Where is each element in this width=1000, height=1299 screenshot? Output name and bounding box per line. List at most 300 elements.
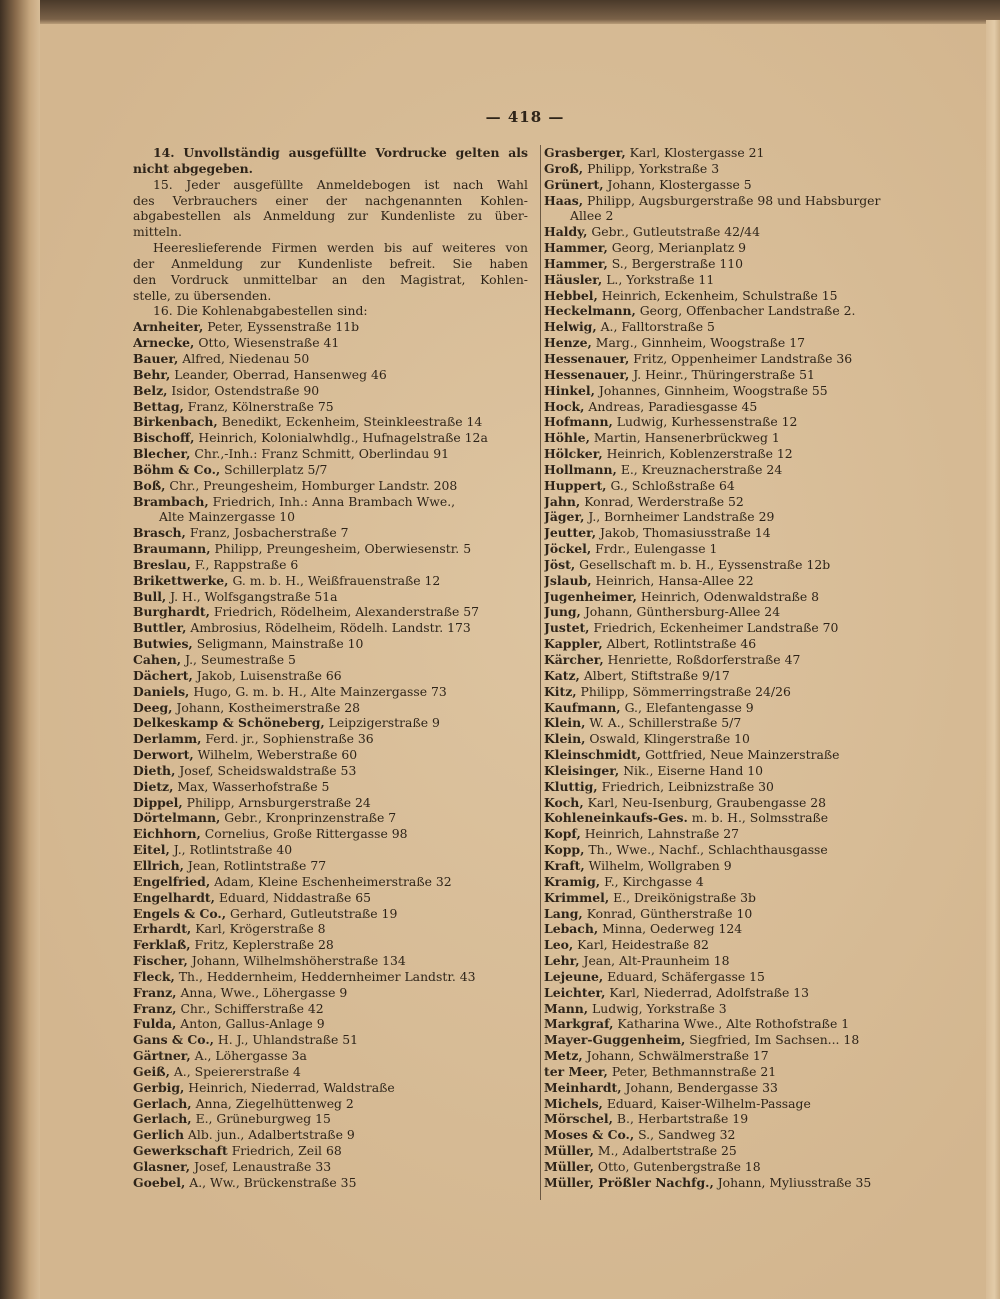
entry-address: Philipp, Augsburgerstraße 98 und Habsburger: [587, 192, 881, 208]
entry-name: Müller, Prößler Nachfg.,: [544, 1174, 714, 1190]
entry-address: Th., Wwe., Nachf., Schlachthausgasse: [588, 842, 828, 858]
list-item: [544, 1048, 949, 1064]
entry-name: Delkeskamp & Schöneberg,: [133, 715, 325, 731]
entry-address: F., Rappstraße 6: [194, 556, 299, 572]
entry-name: Hölcker,: [544, 446, 603, 462]
paragraph-line: stelle, zu übersenden.: [133, 287, 272, 303]
list-item: [133, 430, 528, 446]
paragraph-line: abgabestellen als Anmeldung zur Kundenliste zu über-: [133, 208, 528, 224]
entry-address: J. Heinr., Thüringerstraße 51: [633, 366, 815, 382]
list-item: [133, 573, 528, 589]
entry-address: Alb. jun., Adalbertstraße 9: [187, 1127, 355, 1143]
list-item: [133, 747, 528, 763]
entry-address: Heinrich, Lahnstraße 27: [584, 826, 740, 842]
list-item: [133, 335, 528, 351]
entry-name: Höhle,: [544, 430, 590, 446]
entry-name: Jöst,: [544, 556, 576, 572]
entry-name: Bull,: [133, 588, 167, 604]
entry-name: Hollmann,: [544, 461, 617, 477]
entry-address: B., Herbartstraße 19: [616, 1111, 749, 1127]
entry-name: Hock,: [544, 398, 585, 414]
entry-address: Fritz, Keplerstraße 28: [194, 937, 334, 953]
entry-address: Ferd. jr., Sophienstraße 36: [205, 731, 374, 747]
list-item: [133, 858, 528, 874]
entry-address: Karl, Neu-Isenburg, Graubengasse 28: [587, 794, 827, 810]
list-item: [544, 890, 949, 906]
entry-address: Jakob, Luisenstraße 66: [196, 667, 342, 683]
entry-name: Moses & Co.,: [544, 1127, 635, 1143]
entry-address: G., Schloßstraße 64: [610, 477, 735, 493]
list-item: [544, 525, 949, 541]
list-item: [544, 1096, 949, 1112]
entry-name: Kaufmann,: [544, 699, 621, 715]
list-item: [544, 921, 949, 937]
scan-top-edge: [0, 0, 1000, 24]
entry-address: Franz, Kölnerstraße 75: [187, 398, 334, 414]
entry-name: Jugenheimer,: [544, 588, 637, 604]
entry-address: Karl, Niederrad, Adolfstraße 13: [609, 984, 810, 1000]
entry-name: Meinhardt,: [544, 1079, 622, 1095]
list-item: [133, 620, 528, 636]
entry-address: Johann, Klostergasse 5: [607, 176, 752, 192]
list-item: [544, 636, 949, 652]
left-column: [133, 145, 528, 1191]
paragraph-line: den Vordruck unmittelbar an den Magistrat, Kohlen-: [133, 271, 528, 287]
list-item: [544, 303, 949, 319]
entry-address: Marg., Ginnheim, Woogstraße 17: [595, 335, 805, 351]
entry-name: Jslaub,: [544, 572, 592, 588]
entry-name: Gans & Co.,: [133, 1032, 214, 1048]
entry-name: Engelhardt,: [133, 889, 215, 905]
list-item: [133, 319, 528, 335]
list-item: [133, 1175, 528, 1191]
entry-address: Heinrich, Odenwaldstraße 8: [640, 588, 820, 604]
entry-address: Chr.,-Inh.: Franz Schmitt, Oberlindau 91: [194, 446, 449, 462]
entry-name: Ferklaß,: [133, 937, 191, 953]
entry-address: Georg, Merianplatz 9: [611, 240, 747, 256]
list-item: [133, 684, 528, 700]
entry-address: Leander, Oberrad, Hansenweg 46: [174, 366, 387, 382]
entry-address: Nik., Eiserne Hand 10: [623, 762, 764, 778]
entry-address: Franz, Josbacherstraße 7: [189, 525, 349, 541]
entry-name: Katz,: [544, 667, 580, 683]
entry-address: Katharina Wwe., Alte Rothofstraße 1: [617, 1016, 850, 1032]
entry-address: Peter, Eyssenstraße 11b: [207, 319, 360, 335]
entry-address: E., Kreuznacherstraße 24: [620, 461, 783, 477]
entry-address: F., Kirchgasse 4: [604, 873, 704, 889]
list-item: [133, 557, 528, 573]
entry-name: Kohleneinkaufs-Ges.: [544, 810, 688, 826]
entry-name: Justet,: [544, 620, 590, 636]
entry-name: Häusler,: [544, 271, 603, 287]
entry-address: Karl, Klostergasse 21: [629, 145, 765, 160]
entry-address: Johann, Schwälmerstraße 17: [586, 1048, 769, 1064]
entry-name: Jöckel,: [544, 541, 592, 557]
list-item: [133, 953, 528, 969]
entry-address: A., Speiererstraße 4: [173, 1063, 301, 1079]
entry-address: Otto, Gutenbergstraße 18: [597, 1159, 761, 1174]
entry-address: Konrad, Werderstraße 52: [584, 493, 744, 509]
entry-address: Karl, Heidestraße 82: [577, 937, 709, 953]
entry-address: Heinrich, Eckenheim, Schulstraße 15: [601, 287, 838, 303]
entry-address: Georg, Offenbacher Landstraße 2.: [639, 303, 856, 319]
list-item: [544, 430, 949, 446]
list-item: [133, 1048, 528, 1064]
entry-name: Leo,: [544, 937, 574, 953]
list-item: [544, 589, 949, 605]
entry-address: S., Sandweg 32: [638, 1127, 736, 1143]
entry-address: Heinrich, Koblenzerstraße 12: [606, 446, 793, 462]
entry-address: Ludwig, Kurhessenstraße 12: [616, 414, 798, 430]
list-item: [544, 906, 949, 922]
paragraph: [133, 145, 528, 177]
paragraph-line: 14. Unvollständig ausgefüllte Vordrucke gelten als: [153, 145, 528, 160]
list-item: [544, 478, 949, 494]
paragraph-line: mitteln.: [133, 224, 182, 240]
list-item: [544, 1032, 949, 1048]
entry-address: Friedrich, Zeil 68: [231, 1143, 342, 1159]
list-item: [544, 684, 949, 700]
list-item: [544, 1080, 949, 1096]
entry-address: Hugo, G. m. b. H., Alte Mainzergasse 73: [193, 683, 447, 699]
list-item: [133, 1016, 528, 1032]
list-item: [133, 1064, 528, 1080]
list-item: [133, 1159, 528, 1175]
entry-name: Leichter,: [544, 984, 606, 1000]
list-item: [544, 541, 949, 557]
list-item: [544, 319, 949, 335]
entry-address: Seligmann, Mainstraße 10: [196, 636, 364, 652]
entry-address: Albert, Stiftstraße 9/17: [583, 667, 730, 683]
list-item: [544, 620, 949, 636]
entry-address: J. H., Wolfsgangstraße 51a: [170, 588, 338, 604]
list-item: [133, 795, 528, 811]
entry-address: Konrad, Güntherstraße 10: [586, 905, 753, 921]
entry-name: Dippel,: [133, 794, 183, 810]
entry-name: Hessenauer,: [544, 366, 630, 382]
entry-address: M., Adalbertstraße 25: [597, 1143, 737, 1159]
entry-address: Josef, Scheidswaldstraße 53: [179, 762, 357, 778]
entry-name: Klein,: [544, 715, 586, 731]
entry-name: Burghardt,: [133, 604, 210, 620]
entry-address: Frdr., Eulengasse 1: [595, 541, 718, 557]
list-item: [133, 1096, 528, 1112]
entry-address: Gottfried, Neue Mainzerstraße: [645, 747, 840, 763]
entry-name: Henze,: [544, 335, 592, 351]
list-item: [544, 874, 949, 890]
list-item: [544, 240, 949, 256]
list-item: [544, 193, 949, 209]
entry-name: Müller,: [544, 1143, 594, 1159]
list-item: [544, 462, 949, 478]
entry-name: Hebbel,: [544, 287, 598, 303]
list-item: [544, 826, 949, 842]
entry-address: Johann, Bendergasse 33: [625, 1079, 778, 1095]
entry-name: Huppert,: [544, 477, 607, 493]
entry-name: Gerlach,: [133, 1095, 192, 1111]
list-item: [544, 446, 949, 462]
entry-name: Goebel,: [133, 1174, 186, 1190]
list-item: [544, 842, 949, 858]
entry-address: Gesellschaft m. b. H., Eyssenstraße 12b: [579, 556, 831, 572]
list-item: [544, 509, 949, 525]
list-item: [544, 953, 949, 969]
entry-name: Markgraf,: [544, 1016, 614, 1032]
entry-address: Eduard, Schäfergasse 15: [607, 968, 765, 984]
entry-name: Brikettwerke,: [133, 572, 229, 588]
list-item: [133, 1143, 528, 1159]
entry-name: Klein,: [544, 731, 586, 747]
list-item: [133, 636, 528, 652]
list-item: [133, 1032, 528, 1048]
list-item: [133, 446, 528, 462]
entry-address: Leipzigerstraße 9: [328, 715, 440, 731]
entry-address: Friedrich, Rödelheim, Alexanderstraße 57: [213, 604, 480, 620]
paragraph-line: 15. Jeder ausgefüllte Anmeldebogen ist nach Wahl: [153, 176, 528, 192]
entry-name: Hammer,: [544, 255, 608, 271]
list-item: [133, 1080, 528, 1096]
entry-address: A., Löhergasse 3a: [194, 1048, 307, 1064]
list-item: [544, 383, 949, 399]
entry-name: Kappler,: [544, 636, 603, 652]
entry-address: J., Bornheimer Landstraße 29: [588, 509, 775, 525]
entry-name: Boß,: [133, 477, 166, 493]
entry-name: Erhardt,: [133, 921, 192, 937]
list-item: [544, 810, 949, 826]
entry-address: Albert, Rotlintstraße 46: [606, 636, 757, 652]
entry-address: Anna, Ziegelhüttenweg 2: [195, 1095, 354, 1111]
entry-name: Derwort,: [133, 747, 194, 763]
entry-name: Buttler,: [133, 620, 187, 636]
entry-name: Eichhorn,: [133, 826, 201, 842]
entry-address: Th., Heddernheim, Heddernheimer Landstr. 43: [178, 968, 476, 984]
entry-name: Hammer,: [544, 240, 608, 256]
list-item: [544, 731, 949, 747]
entry-address: Eduard, Kaiser-Wilhelm-Passage: [606, 1095, 811, 1111]
paragraph-line: des Verbrauchers einer der nachgenannten Kohlen-: [133, 192, 528, 208]
entry-name: Dieth,: [133, 762, 176, 778]
entry-name: Mayer-Guggenheim,: [544, 1032, 686, 1048]
entry-address: Minna, Oederweg 124: [602, 921, 743, 937]
list-item: [544, 1175, 949, 1191]
entry-address: W. A., Schillerstraße 5/7: [589, 715, 742, 731]
entry-name: Eitel,: [133, 842, 170, 858]
list-item: [544, 969, 949, 985]
entry-name: Ellrich,: [133, 857, 184, 873]
entry-name: Kleinschmidt,: [544, 747, 642, 763]
list-item: [133, 414, 528, 430]
entry-address: Philipp, Yorkstraße 3: [587, 160, 720, 176]
entry-address: Chr., Schifferstraße 42: [180, 1000, 324, 1016]
entry-address: Gebr., Kronprinzenstraße 7: [224, 810, 397, 826]
entry-address: S., Bergerstraße 110: [611, 255, 743, 271]
entry-name: Kraft,: [544, 857, 585, 873]
entry-name: Jäger,: [544, 509, 585, 525]
paragraph: [133, 303, 528, 319]
entry-name: Jeutter,: [544, 525, 597, 541]
entry-name: Mörschel,: [544, 1111, 613, 1127]
entry-address: Alfred, Niedenau 50: [182, 350, 310, 366]
list-item: [133, 731, 528, 747]
list-item: [133, 399, 528, 415]
entry-name: Jung,: [544, 604, 581, 620]
list-item: [544, 557, 949, 573]
list-item: [544, 1016, 949, 1032]
entry-name: Helwig,: [544, 319, 597, 335]
entry-name: Braumann,: [133, 541, 211, 557]
entry-name: Lebach,: [544, 921, 599, 937]
list-item: [544, 573, 949, 589]
list-item: [544, 1143, 949, 1159]
entry-name: Gewerkschaft: [133, 1143, 228, 1159]
list-item: [133, 494, 528, 510]
entry-address: H. J., Uhlandstraße 51: [217, 1032, 359, 1048]
page-number: — 418 —: [485, 108, 565, 126]
paragraph-line: der Anmeldung zur Kundenliste befreit. Sie haben: [133, 255, 528, 271]
entry-address: Martin, Hansenerbrückweg 1: [593, 430, 780, 446]
paragraph-line: 16. Die Kohlenabgabestellen sind:: [153, 303, 368, 319]
list-item: [544, 1159, 949, 1175]
entry-address: Johann, Wilhelmshöherstraße 134: [191, 953, 406, 969]
entry-name: Deeg,: [133, 699, 173, 715]
entry-address: J., Seumestraße 5: [185, 652, 296, 667]
entry-address: Adam, Kleine Eschenheimerstraße 32: [214, 873, 452, 889]
entry-address: Anton, Gallus-Anlage 9: [180, 1016, 325, 1032]
list-item: [133, 969, 528, 985]
entry-address: G. m. b. H., Weißfrauenstraße 12: [232, 572, 441, 588]
entry-address: L., Yorkstraße 11: [606, 271, 715, 287]
entry-name: Brasch,: [133, 525, 186, 541]
entry-address: J., Rotlintstraße 40: [173, 842, 293, 858]
entry-name: Jahn,: [544, 493, 581, 509]
entry-name: Gärtner,: [133, 1048, 191, 1064]
entry-name: Dörtelmann,: [133, 810, 221, 826]
entry-address: Ambrosius, Rödelheim, Rödelh. Landstr. 173: [190, 620, 471, 636]
list-item: [544, 937, 949, 953]
entry-name: Fischer,: [133, 953, 188, 969]
entry-name: Belz,: [133, 382, 168, 398]
list-item: [133, 351, 528, 367]
list-item: [544, 367, 949, 383]
list-item: [133, 652, 528, 668]
entry-address: Henriette, Roßdorferstraße 47: [607, 652, 801, 667]
entry-name: ter Meer,: [544, 1063, 608, 1079]
list-item: [133, 763, 528, 779]
list-item: [544, 1001, 949, 1017]
entry-name: Daniels,: [133, 683, 190, 699]
paragraph: [133, 177, 528, 240]
list-item: [544, 1064, 949, 1080]
list-item: [133, 874, 528, 890]
entry-name: Arnecke,: [133, 335, 195, 351]
entry-name: Derlamm,: [133, 731, 202, 747]
list-item: [544, 1111, 949, 1127]
list-item: [544, 1127, 949, 1143]
entry-address: Peter, Bethmannstraße 21: [611, 1063, 777, 1079]
entry-address: Isidor, Ostendstraße 90: [171, 382, 320, 398]
entry-address: Chr., Preungesheim, Homburger Landstr. 208: [169, 477, 458, 493]
entry-address: A., Ww., Brückenstraße 35: [189, 1174, 357, 1190]
entry-address: Heinrich, Hansa-Allee 22: [595, 572, 754, 588]
entry-name: Grasberger,: [544, 145, 626, 160]
entry-name: Metz,: [544, 1048, 583, 1064]
entry-name: Kopf,: [544, 826, 581, 842]
entry-address: E., Dreikönigstraße 3b: [613, 889, 756, 905]
list-item: [544, 858, 949, 874]
entry-address: Johann, Kostheimerstraße 28: [176, 699, 361, 715]
list-item: [544, 414, 949, 430]
list-item: [133, 525, 528, 541]
entry-name: Lejeune,: [544, 968, 604, 984]
entry-name: Grünert,: [544, 176, 604, 192]
entry-address: m. b. H., Solmsstraße: [691, 810, 829, 826]
entry-name: Kramig,: [544, 873, 601, 889]
entry-address: Benedikt, Eckenheim, Steinkleestraße 14: [221, 414, 483, 430]
entry-address: Friedrich, Inh.: Anna Brambach Wwe.,: [212, 493, 456, 509]
entry-name: Engelfried,: [133, 873, 211, 889]
entry-name: Haldy,: [544, 224, 588, 240]
entry-name: Bauer,: [133, 350, 179, 366]
book-binding: [0, 0, 40, 1299]
entry-address: Philipp, Sömmerringstraße 24/26: [580, 683, 791, 699]
entry-name: Kopp,: [544, 842, 585, 858]
entry-name: Engels & Co.,: [133, 905, 227, 921]
entry-address: E., Grüneburgweg 15: [195, 1111, 331, 1127]
list-item: [544, 224, 949, 240]
entry-address: Cornelius, Große Rittergasse 98: [204, 826, 408, 842]
entry-name: Fleck,: [133, 968, 175, 984]
entry-name: Franz,: [133, 984, 177, 1000]
list-item: [133, 604, 528, 620]
entry-address: Friedrich, Leibnizstraße 30: [601, 778, 774, 794]
entry-name: Cahen,: [133, 652, 182, 667]
entry-name: Kluttig,: [544, 778, 598, 794]
list-item: [133, 921, 528, 937]
entry-name: Franz,: [133, 1000, 177, 1016]
list-item: [133, 779, 528, 795]
entry-address: Fritz, Oppenheimer Landstraße 36: [633, 350, 853, 366]
list-item: [133, 715, 528, 731]
entry-address: Jean, Alt-Praunheim 18: [583, 953, 730, 969]
entry-name: Kärcher,: [544, 652, 604, 667]
list-item: [544, 668, 949, 684]
entry-address: Gebr., Gutleutstraße 42/44: [591, 224, 760, 240]
list-item: [544, 763, 949, 779]
list-item: [133, 826, 528, 842]
entry-address: Karl, Krögerstraße 8: [195, 921, 326, 937]
entry-address: Josef, Lenaustraße 33: [194, 1159, 332, 1174]
list-item: [544, 715, 949, 731]
entry-address: Johannes, Ginnheim, Woogstraße 55: [598, 382, 828, 398]
entry-address: Heinrich, Kolonialwhdlg., Hufnagelstraße 12a: [198, 430, 488, 446]
list-item: [544, 335, 949, 351]
list-item: [133, 937, 528, 953]
entry-name: Dietz,: [133, 778, 174, 794]
entry-name: Koch,: [544, 794, 584, 810]
entry-address: Schillerplatz 5/7: [224, 461, 328, 477]
list-item: [544, 256, 949, 272]
list-item: [544, 985, 949, 1001]
list-item: [544, 700, 949, 716]
entry-name: Gerlich: [133, 1127, 184, 1143]
list-item: [544, 161, 949, 177]
entry-name: Glasner,: [133, 1159, 191, 1174]
list-item: [133, 668, 528, 684]
entry-address: Siegfried, Im Sachsen... 18: [689, 1032, 860, 1048]
paragraph-line: nicht abgegeben.: [133, 160, 253, 176]
list-item: [544, 272, 949, 288]
list-item: [133, 1111, 528, 1127]
